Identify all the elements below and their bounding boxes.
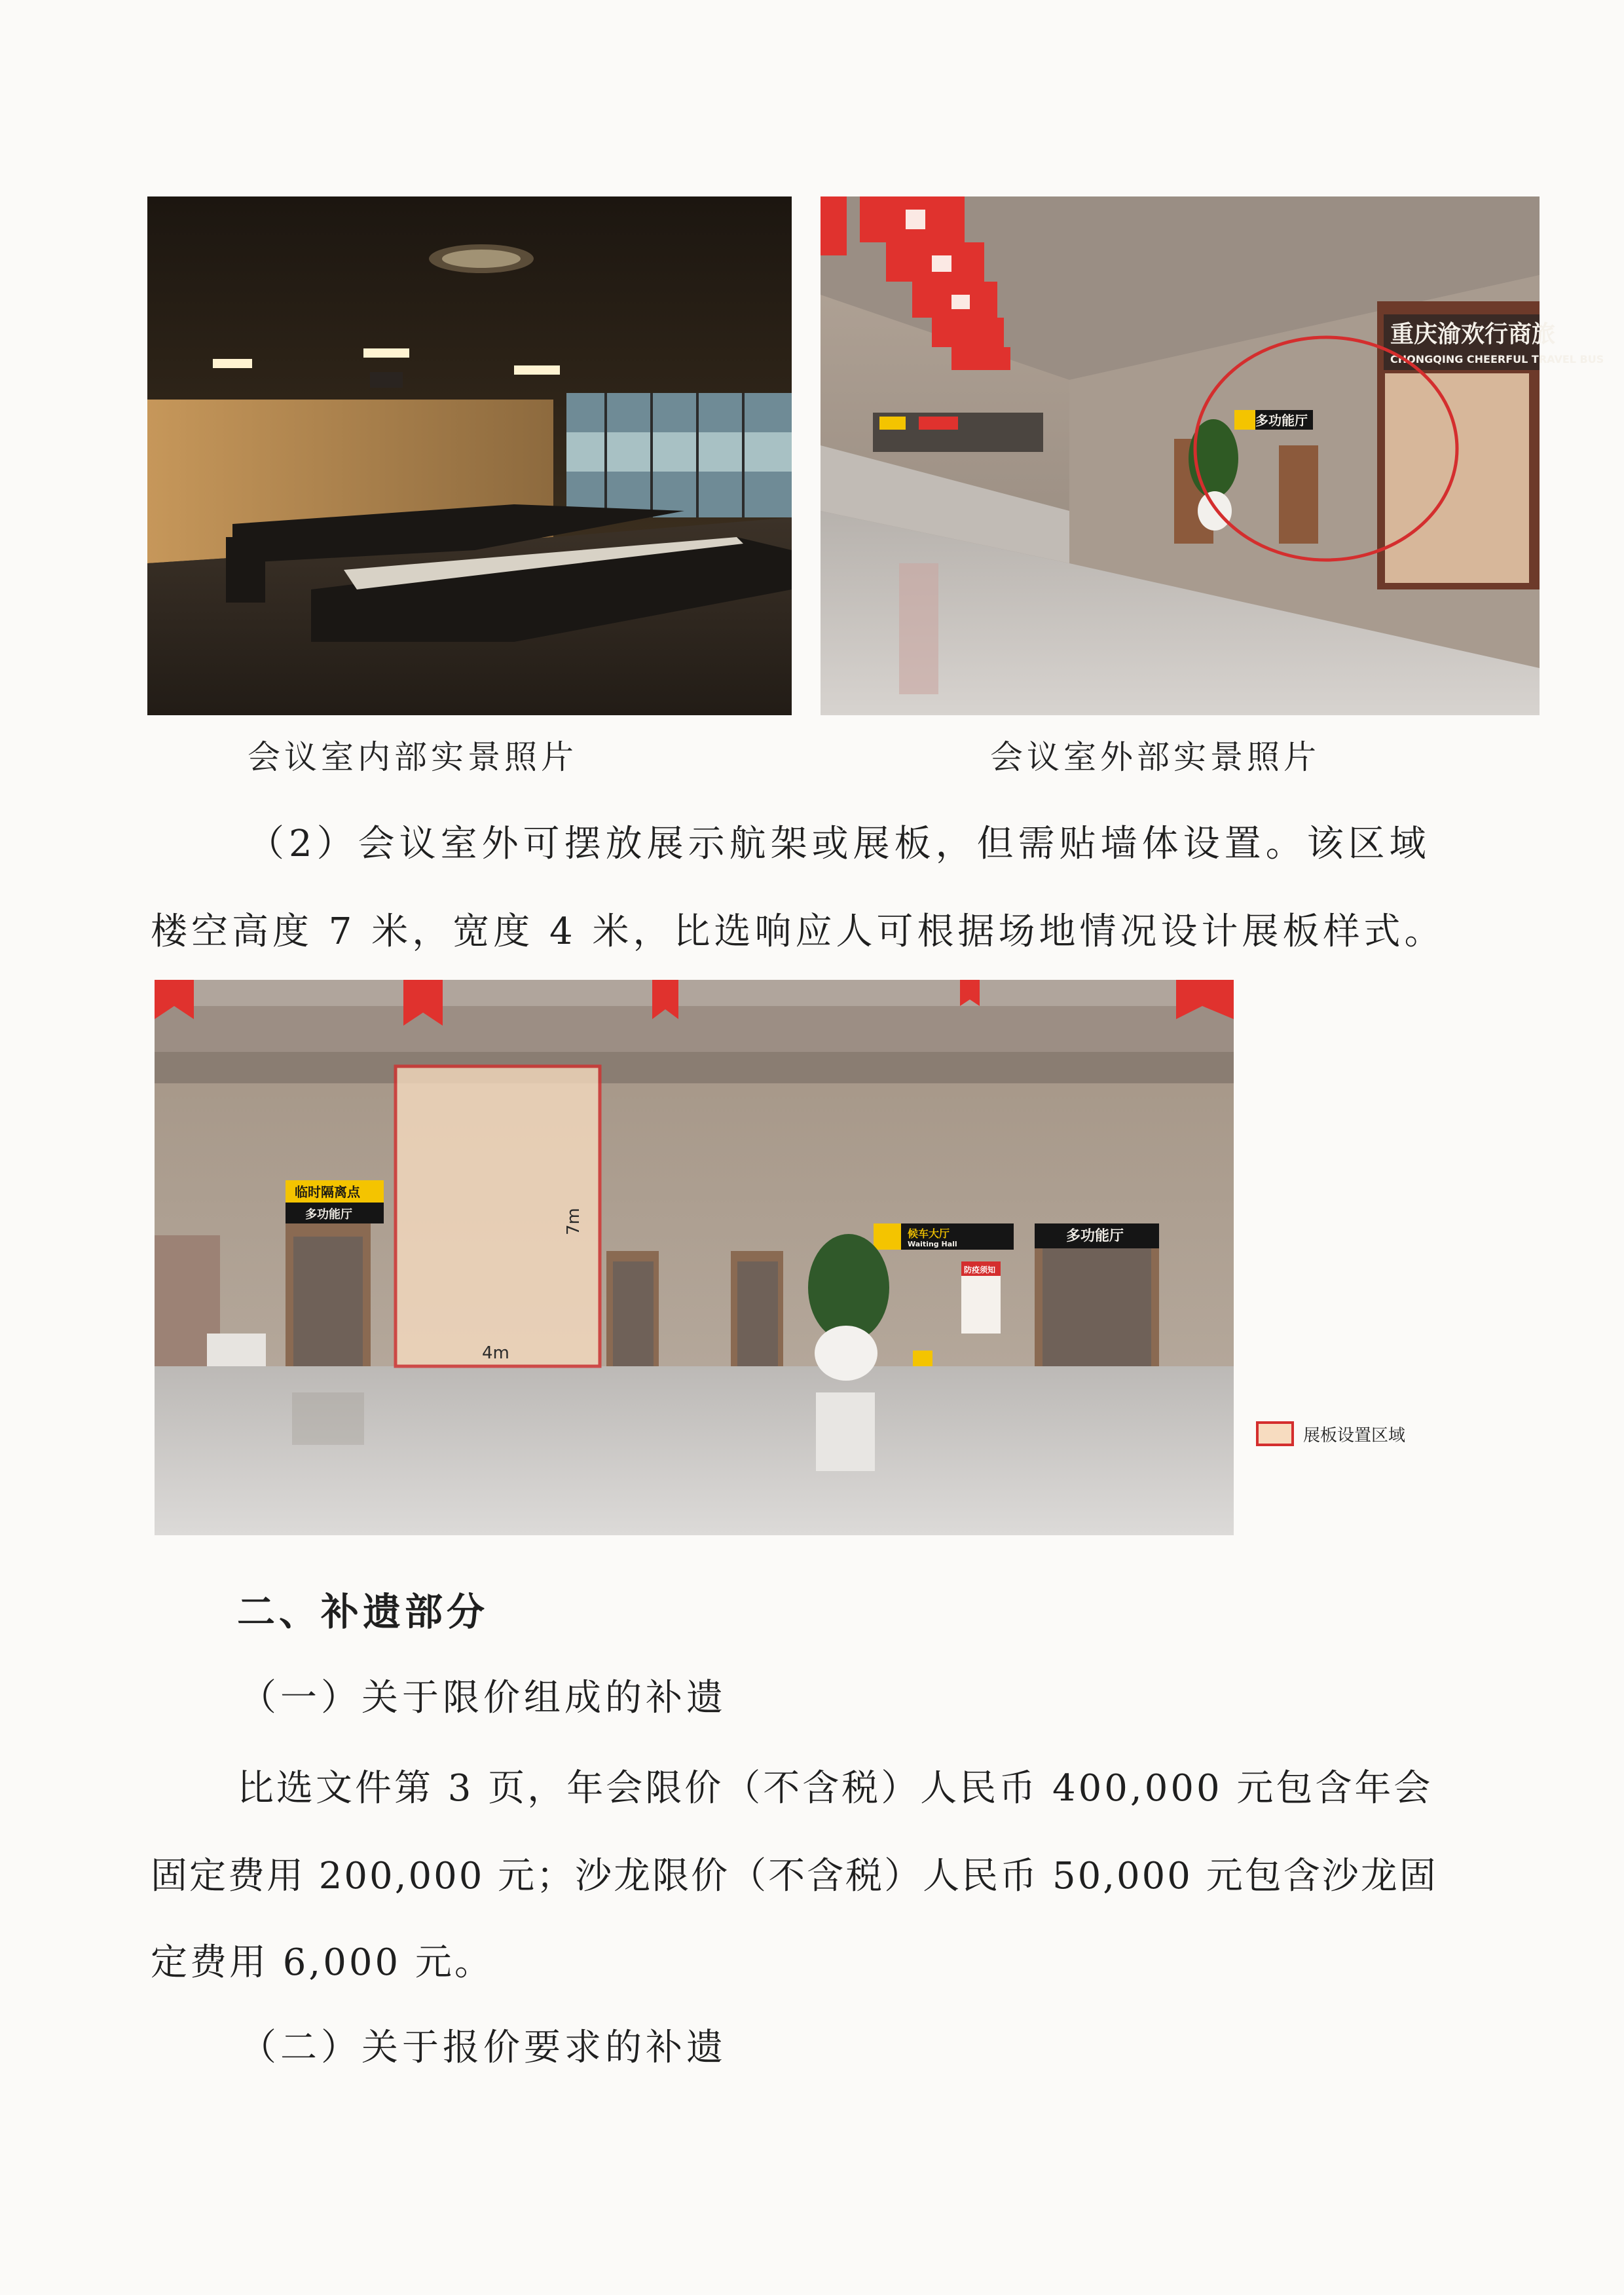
company-sign-en: CHONGQING CHEERFUL TRAVEL BUS [1390, 353, 1604, 365]
height-label: 7m [564, 1208, 583, 1235]
body-line-1: 比选文件第 3 页，年会限价（不含税）人民币 400,000 元包含年会 [237, 1767, 1433, 1810]
legend [1256, 1421, 1405, 1446]
waiting-hall-sign: 候车大厅 [908, 1227, 950, 1240]
hall-sign-right: 多功能厅 [1066, 1228, 1124, 1244]
width-label: 4m [482, 1343, 509, 1363]
subsection-1-title: （一）关于限价组成的补遗 [240, 1677, 727, 1719]
body-line-3: 定费用 6,000 元。 [151, 1941, 494, 1984]
meeting-room-exterior-photo [821, 196, 1604, 715]
section-title: 二、补遗部分 [237, 1590, 489, 1634]
paragraph-2-line-2: 楼空高度 7 米，宽度 4 米，比选响应人可根据场地情况设计展板样式。 [151, 910, 1445, 953]
exterior-photo-caption: 会议室外部实景照片 [990, 738, 1320, 776]
interior-photo-caption: 会议室内部实景照片 [248, 738, 578, 776]
legend-label: 展板设置区域 [1303, 1425, 1406, 1446]
legend-swatch [1256, 1421, 1294, 1446]
meeting-room-interior-photo [147, 196, 792, 715]
body-line-2: 固定费用 200,000 元；沙龙限价（不含税）人民币 50,000 元包含沙龙固 [151, 1855, 1438, 1897]
panel-placement-photo [155, 980, 1234, 1535]
hall-sign: 多功能厅 [1255, 413, 1308, 428]
subsection-2-title: （二）关于报价要求的补遗 [240, 2026, 727, 2069]
waiting-hall-sign-en: Waiting Hall [908, 1240, 957, 1248]
isolation-sign: 临时隔离点 [295, 1184, 360, 1200]
paragraph-2-line-1: （2）会议室外可摆放展示航架或展板，但需贴墙体设置。该区域 [248, 823, 1431, 865]
company-sign-cn: 重庆渝欢行商旅 [1390, 321, 1556, 348]
poster-title: 防疫须知 [964, 1265, 996, 1275]
hall-sign-left: 多功能厅 [305, 1208, 352, 1222]
